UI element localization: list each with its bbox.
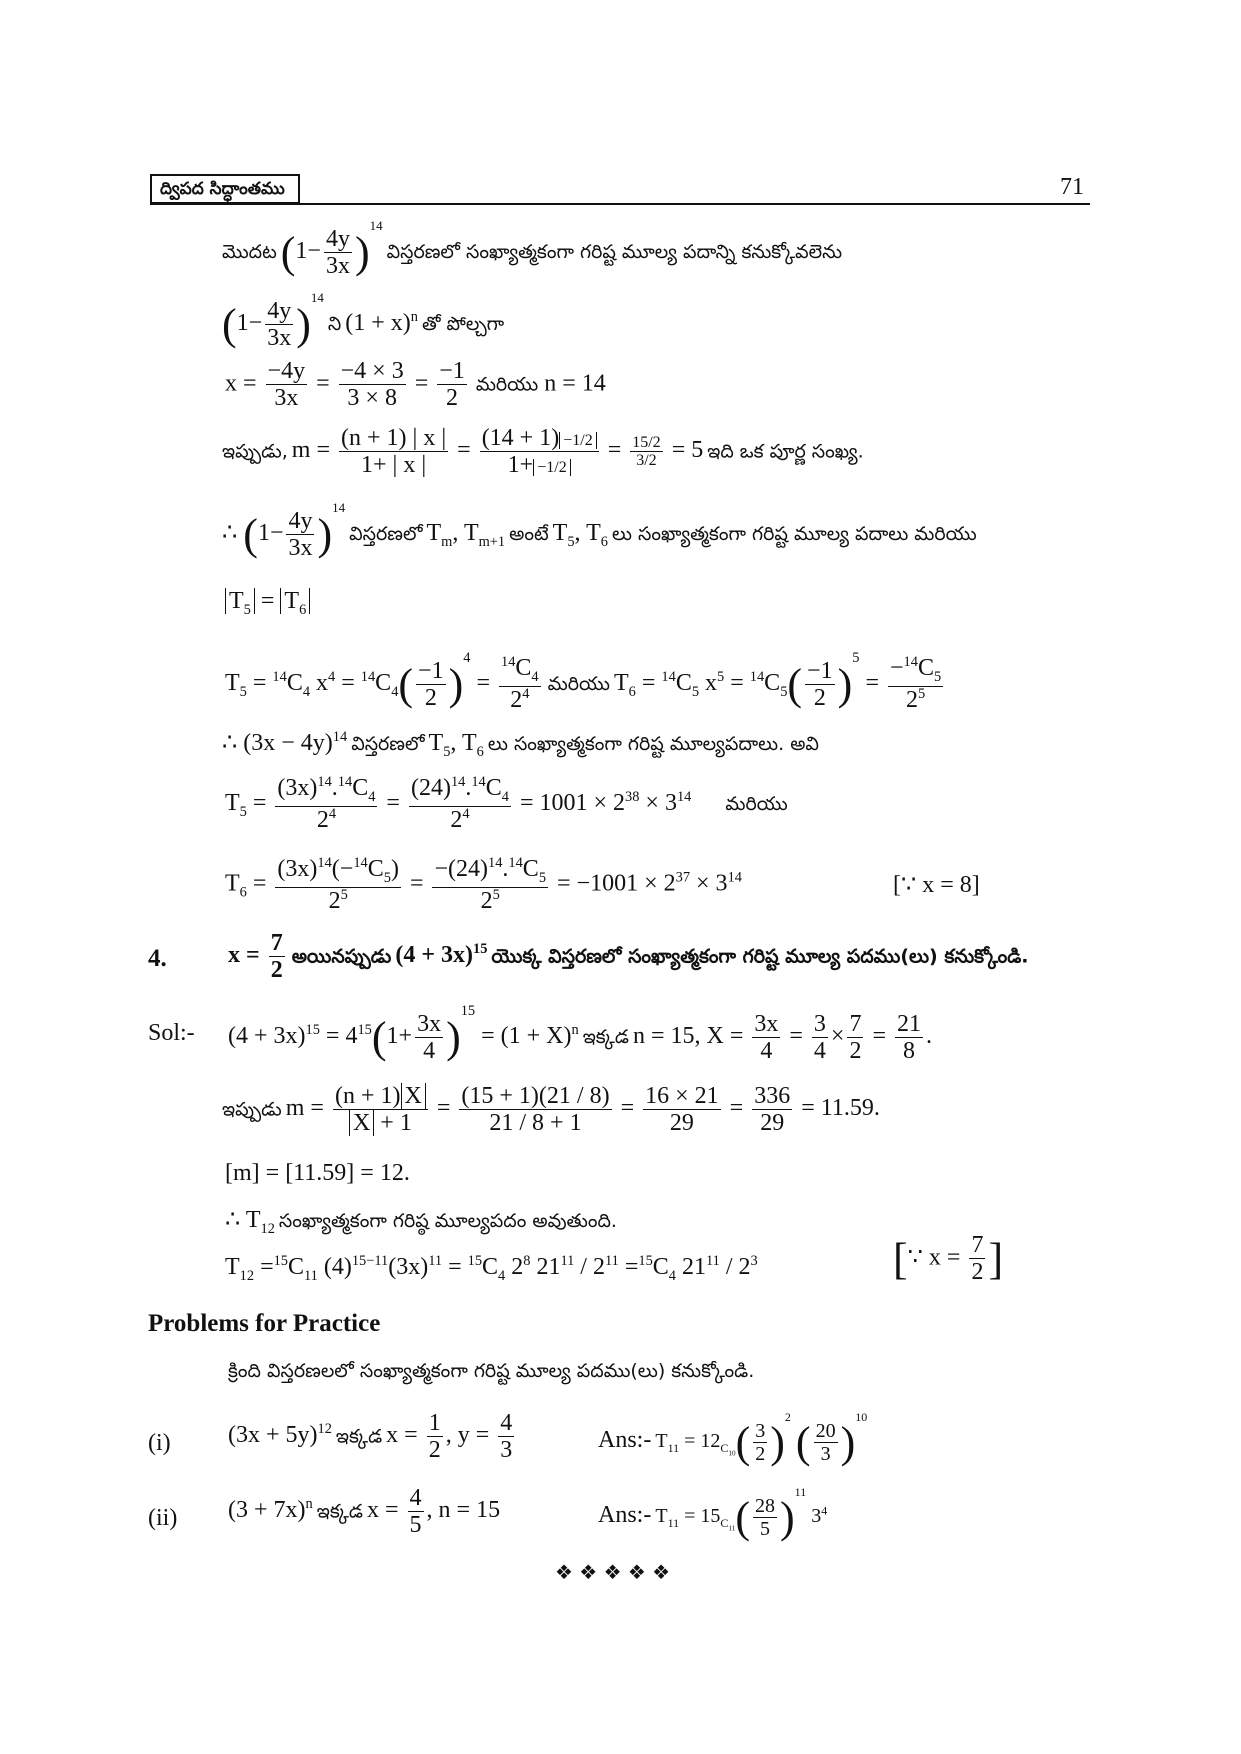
chapter-title-box <box>150 174 300 204</box>
line-7: $T_5 = ^{14}C_4$ $x^4 = ^{14}C_4$( $\frac{-1}{2}$ )$^4$ = $\frac{^{14}C_4}{2^4}$ మరియు $T_6 = ^{14}C_5$ $x^5 = ^{14}C_5$( $\frac{-1}{2}$ )$^5$ = $\frac{-^{14}C_5}{2^5}$ <box>225 650 942 714</box>
page-number: 71 <box>1060 174 1084 200</box>
line-2: (1− $\frac{4y}{3x}$ )$^{14}$ ని $(1 + x)^n$ తో పోల్చగా <box>222 290 505 351</box>
sol-line-1: $(4 + 3x)^{15} = 4^{15}(1+$ $\frac{3x}{4}$ )$^{15} = (1 + X)^n$ ఇక్కడ n = 15, X = $\frac{3x}{4}$ = $\frac{3}{4}$ × $\frac{7}{2}$ = $\frac{21}{8}$ . <box>228 1003 932 1064</box>
note-x-7-2: [∵ x = $\frac{7}{2}$ ] <box>893 1232 1004 1286</box>
line-3: x = $\frac{-4y}{3x}$ = $\frac{-4 \times 3}{3 \times 8}$ = $\frac{-1}{2}$ మరియు n = 14 <box>225 358 606 412</box>
sol-label: Sol:- <box>148 1020 195 1046</box>
practice-answer-ii: Ans:- $T_{11} = 15_{C_{11}}$( $\frac{28}{5}$ )$^{11}$ $3^4$ <box>598 1485 828 1542</box>
practice-answer-i: Ans:- $T_{11} = 12_{C_{10}}$( $\frac{3}{2}$ )$^2$ ( $\frac{20}{3}$ )$^{10}$ <box>598 1410 868 1467</box>
practice-item-ii-label: (ii) <box>148 1505 178 1531</box>
header-rule <box>150 203 1090 205</box>
note-x-8: [∵ x = 8] <box>893 872 980 898</box>
practice-intro: క్రింది విస్తరణలలో సంఖ్యాత్మకంగా గరిష్ట మూల్య పదము(లు) కనుక్కోండి. <box>228 1360 755 1382</box>
practice-item-i: $(3x + 5y)^{12}$ ఇక్కడ x = $\frac{1}{2}$ , y = $\frac{4}{3}$ <box>228 1410 513 1464</box>
line-6: $T_5 = T_6$ <box>225 588 310 619</box>
line-9: $T_5$ = $\frac{(3x)^{14}.^{14}C_4}{2^4}$ = $\frac{(24)^{14}.^{14}C_4}{2^4}$ = $1001 \times 2^{38} \times 3^{14}$ మరియు <box>225 774 788 833</box>
sol-line-3: [m] = [11.59] = 12. <box>225 1160 410 1186</box>
sol-line-2: ఇప్పుడు m = $\frac{(n + 1) X}{X + 1}$ = $\frac{(15 + 1)(21 / 8)}{21 / 8 + 1}$ = $\frac{16 \times 21}{29}$ = $\frac{336}{29}$ = 11.59. <box>222 1083 880 1137</box>
line-10: $T_6$ = $\frac{(3x)^{14}(-^{14}C_5)}{2^5}$ = $\frac{-(24)^{14}.^{14}C_5}{2^5}$ = $-1001 \times 2^{37} \times 3^{14}$ <box>225 855 742 914</box>
practice-item-ii: $(3 + 7x)^n$ ఇక్కడ x = $\frac{4}{5}$ , n = 15 <box>228 1485 501 1539</box>
practice-item-i-label: (i) <box>148 1430 171 1456</box>
line-1: మొదట (1− $\frac{4y}{3x}$ )$^{14}$ విస్తరణలో సంఖ్యాత్మకంగా గరిష్ట మూల్య పదాన్ని కనుక్కోవలెను <box>222 218 843 279</box>
sol-line-5: $T_{12} =^{15}C_{11}$ $(4)^{15-11}(3x)^{11} = ^{15}C_4$ $2^8$ $21^{11} / 2^{11} =^{15}C_4$ $21^{11} / 2^3$ <box>225 1253 758 1284</box>
chapter-title: ద్విపద సిద్ధాంతము <box>160 179 285 199</box>
question-4: 4. <box>148 945 167 972</box>
line-4: ఇప్పుడు, m = $\frac{(n + 1) | x |}{1+ | x |}$ = $\frac{(14 + 1) -1/2}{1+ -1/2}$ = $\frac{15/2}{3/2}$ = 5 ఇది ఒక పూర్ణ సంఖ్య. <box>222 425 864 479</box>
practice-heading: Problems for Practice <box>148 1310 381 1337</box>
question-4-text: x = $\frac{7}{2}$ అయినప్పుడు $(4 + 3x)^{15}$ యొక్క విస్తరణలో సంఖ్యాత్మకంగా గరిష్ట మూల్య పదము(లు) కనుక్కోండి. <box>228 930 1029 984</box>
end-ornament: ❖ ❖ ❖ ❖ ❖ <box>555 1560 671 1584</box>
line-8: ∴ $(3x - 4y)^{14}$ విస్తరణలో $T_5$, $T_6$ లు సంఖ్యాత్మకంగా గరిష్ట మూల్యపదాలు. అవి <box>222 729 819 760</box>
sol-line-4: ∴ $T_{12}$ సంఖ్యాత్మకంగా గరిష్ఠ మూల్యపదం అవుతుంది. <box>225 1207 617 1237</box>
line-5: ∴ (1− $\frac{4y}{3x}$ )$^{14}$ విస్తరణలో $T_m$, $T_{m+1}$ అంటే $T_5$, $T_6$ లు సంఖ్యాత్మకంగా గరిష్ట మూల్య పదాలు మరియు <box>222 500 977 561</box>
